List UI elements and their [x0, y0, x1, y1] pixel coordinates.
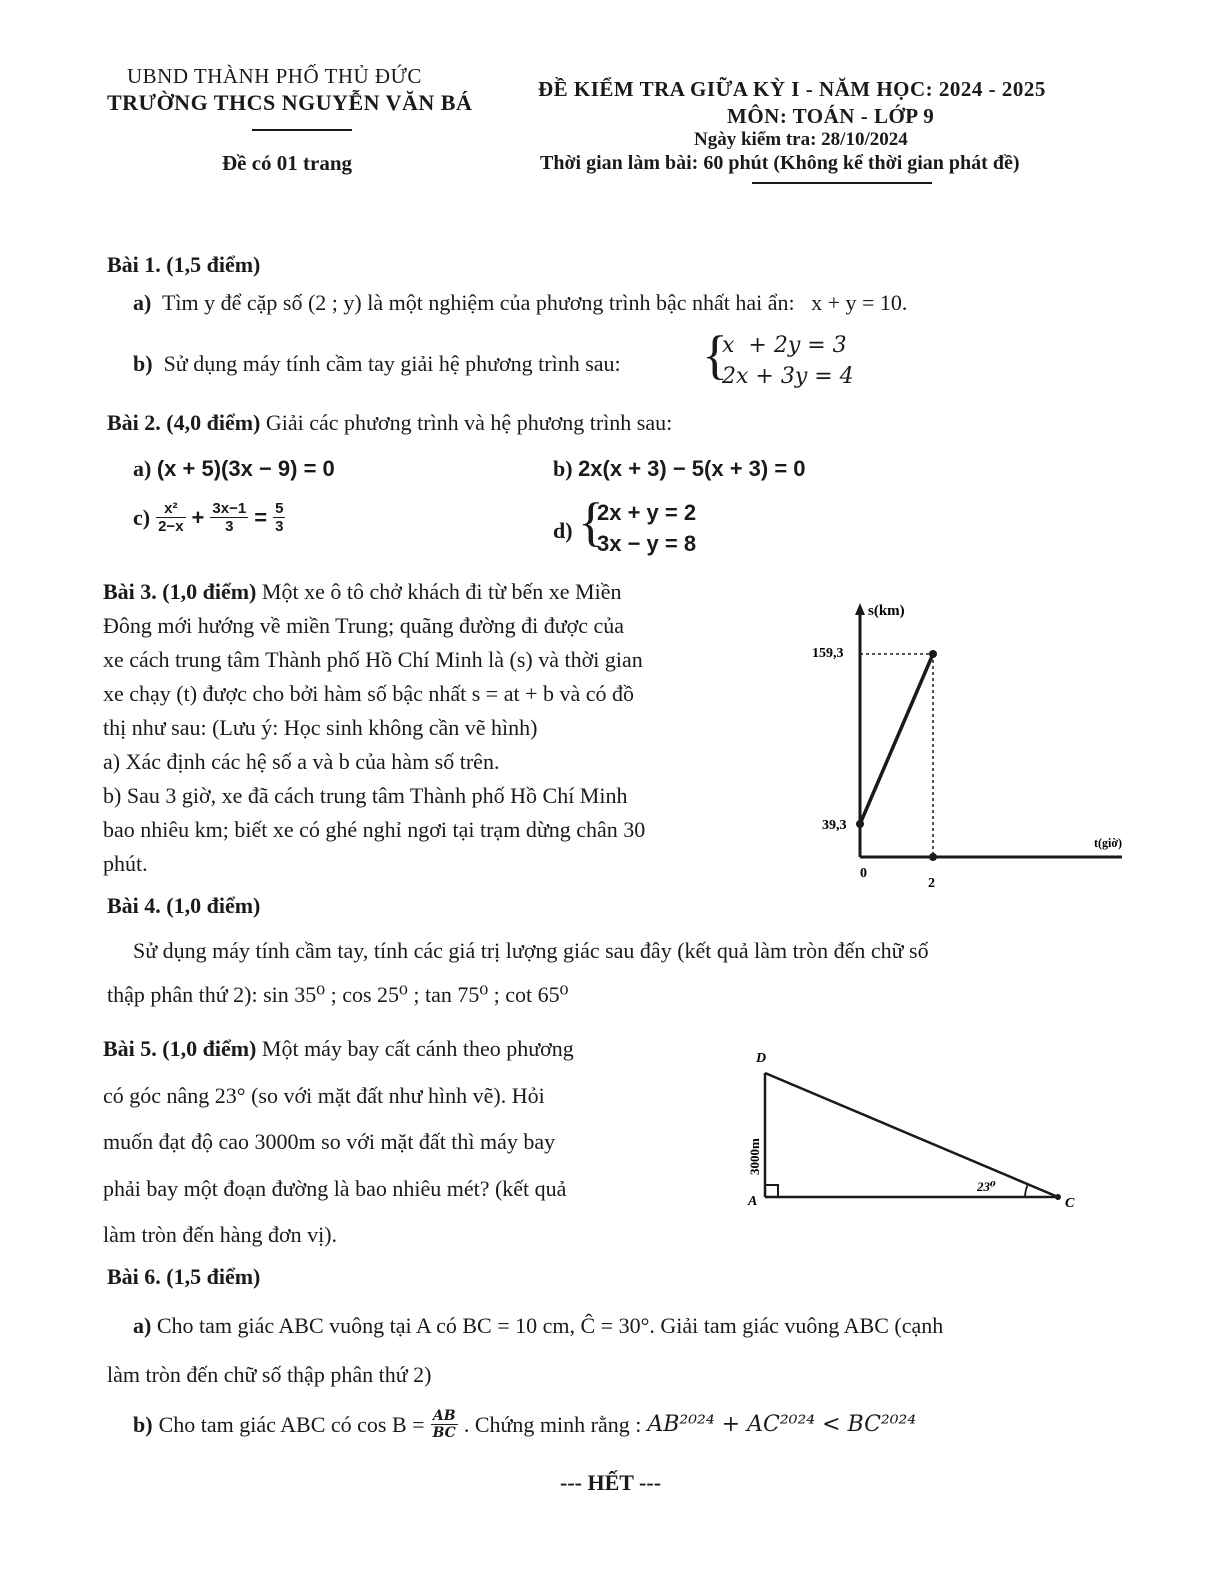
- pages-note: Đề có 01 trang: [222, 151, 353, 175]
- angle-arc: [1025, 1184, 1028, 1197]
- bai3-graph: [800, 595, 1130, 905]
- bai1-system-eq2: 2x + 3y = 4: [722, 364, 854, 389]
- graph-point-end: [929, 650, 937, 658]
- bai1-a-eq: x + y = 10.: [811, 290, 908, 315]
- vertex-label-a: A: [748, 1194, 758, 1209]
- vertex-label-d: D: [756, 1051, 767, 1066]
- bai1-b: [133, 351, 621, 377]
- bai2-a-label: a): [133, 456, 152, 481]
- bai3-line-6: b) Sau 3 giờ, xe đã cách trung tâm Thành phố Hồ Chí Minh: [103, 783, 628, 808]
- bai4-line-1: Sử dụng máy tính cầm tay, tính các giá trị lượng giác sau đây (kết quả làm tròn đến chữ số: [133, 938, 929, 963]
- duration: [540, 152, 1020, 175]
- bai5-figure: [745, 1045, 1085, 1215]
- bai6-b-fraction: $\frac{AB}{BC}$: [432, 1408, 456, 1441]
- graph-line: [860, 654, 933, 824]
- bai6-b: [133, 1408, 916, 1441]
- bai4-title: Bài 4. (1,0 điểm): [107, 893, 261, 918]
- bai1-a-text: Tìm y để cặp số (2 ; y) là một nghiệm của phương trình bậc nhất hai ẩn:: [161, 290, 795, 315]
- bai6-a-line-1: [133, 1313, 943, 1339]
- bai5-line-2: muốn đạt độ cao 3000m so với mặt đất thì máy bay: [103, 1129, 556, 1154]
- bai1-title: Bài 1. (1,5 điểm): [107, 252, 261, 277]
- bai2-header: [107, 410, 672, 436]
- bai5-line-1: có góc nâng 23° (so với mặt đất như hình vẽ). Hỏi: [103, 1082, 545, 1108]
- bai2-c-fraction-3: $\frac{5}{3}$: [275, 500, 284, 535]
- bai6-b-inequality: AB²⁰²⁴ + AC²⁰²⁴ < BC²⁰²⁴: [647, 1412, 917, 1437]
- graph-origin: 0: [860, 866, 867, 881]
- bai6-b-label: b): [133, 1411, 153, 1437]
- bai3-line-2: xe cách trung tâm Thành phố Hồ Chí Minh là (s) và thời gian: [103, 647, 643, 672]
- bai3-line-5: a) Xác định các hệ số a và b của hàm số trên.: [103, 749, 500, 774]
- bai2-b: [553, 456, 806, 482]
- bai6-b-text-1: Cho tam giác ABC có cos B =: [158, 1411, 425, 1437]
- angle-label: 23⁰: [977, 1179, 996, 1194]
- end-marker: --- HẾT ---: [560, 1470, 662, 1495]
- org-line-2: TRƯỜNG THCS NGUYỄN VĂN BÁ: [107, 90, 473, 115]
- bai5-line-0: Bài 5. (1,0 điểm) Một máy bay cất cánh theo phương: [103, 1036, 574, 1061]
- graph-y-tick-high: 159,3: [812, 646, 844, 661]
- graph-y-axis-label: s(km): [868, 603, 905, 619]
- bai2-c-fraction-1: $\frac{\text{x²}}{2-x}$: [158, 500, 184, 535]
- bai2-c-label: c): [133, 504, 151, 530]
- bai1-system-brace: {: [702, 325, 728, 385]
- bai6-a-text: Cho tam giác ABC vuông tại A có BC = 10 cm, Ĉ = 30°. Giải tam giác vuông ABC (cạnh: [156, 1313, 944, 1338]
- org-line-1: UBND THÀNH PHỐ THỦ ĐỨC: [127, 64, 422, 88]
- duration-value: 60 phút: [703, 152, 769, 174]
- graph-x-tick: 2: [928, 876, 935, 891]
- bai1-a-label: a): [133, 290, 152, 315]
- bai2-d-eq2: 3x − y = 8: [597, 531, 697, 556]
- bai2-c-equals: =: [254, 504, 268, 530]
- graph-point-x: [929, 853, 937, 861]
- graph-y-arrow: [855, 603, 865, 615]
- bai1-system-eq1: x + 2y = 3: [722, 333, 847, 358]
- graph-y-tick-low: 39,3: [822, 818, 847, 833]
- bai3-line-4: thị như sau: (Lưu ý: Học sinh không cần vẽ hình): [103, 715, 538, 740]
- graph-point-start: [856, 820, 864, 828]
- bai1-b-label: b): [133, 351, 153, 376]
- bai4-line-2: thập phân thứ 2): sin 35⁰ ; cos 25⁰ ; tan 75⁰ ; cot 65⁰: [107, 982, 569, 1007]
- exam-title: ĐỀ KIỂM TRA GIỮA KỲ I - NĂM HỌC: 2024 - 2025: [538, 77, 1046, 101]
- bai2-c-plus: +: [191, 504, 205, 530]
- bai2-a-eq: (x + 5)(3x − 9) = 0: [156, 456, 335, 481]
- bai1-b-text: Sử dụng máy tính cầm tay giải hệ phương trình sau:: [163, 351, 621, 376]
- bai2-c-fraction-2: $\frac{3x-1}{3}$: [212, 500, 247, 535]
- bai3-line-3: xe chạy (t) được cho bởi hàm số bậc nhất s = at + b và có đồ: [103, 681, 635, 706]
- duration-label: Thời gian làm bài:: [540, 152, 699, 174]
- height-label: 3000m: [747, 1138, 762, 1175]
- right-angle-mark: [765, 1185, 778, 1197]
- triangle-side-DC: [765, 1073, 1058, 1197]
- exam-date: Ngày kiểm tra: 28/10/2024: [694, 129, 908, 150]
- bai3-text: [103, 575, 743, 881]
- bai2-title: Bài 2. (4,0 điểm): [107, 410, 261, 435]
- bai3-line-8: phút.: [103, 851, 148, 876]
- bai5-text: [103, 1026, 703, 1259]
- bai5-line-3: phải bay một đoạn đường là bao nhiêu mét? (kết quả: [103, 1175, 567, 1201]
- bai2-intro: Giải các phương trình và hệ phương trình sau:: [265, 410, 673, 435]
- exam-underline: [752, 182, 932, 184]
- bai3-line-1: Đông mới hướng về miền Trung; quãng đường đi được của: [103, 613, 625, 638]
- bai2-d-eq1: 2x + y = 2: [597, 500, 697, 525]
- bai2-a: [133, 456, 335, 482]
- bai2-c: [133, 500, 285, 535]
- duration-note: (Không kể thời gian phát đề): [773, 152, 1020, 174]
- bai2-d-brace: {: [578, 492, 604, 552]
- bai6-a-label: a): [133, 1313, 152, 1338]
- bai6-a-line-2: làm tròn đến chữ số thập phân thứ 2): [107, 1362, 432, 1387]
- bai1-a: [133, 290, 907, 316]
- vertex-label-c: C: [1065, 1196, 1075, 1211]
- bai6-b-text-2: . Chứng minh rằng :: [463, 1411, 642, 1437]
- graph-x-axis-label: t(giờ): [1094, 835, 1122, 850]
- bai2-d-label: d): [553, 518, 573, 543]
- bai3-line-0: Bài 3. (1,0 điểm) Một xe ô tô chở khách đi từ bến xe Miền: [103, 579, 622, 604]
- subject: MÔN: TOÁN - LỚP 9: [727, 104, 935, 128]
- bai5-line-4: làm tròn đến hàng đơn vị).: [103, 1222, 338, 1247]
- vertex-point-c: [1055, 1194, 1061, 1200]
- bai6-title: Bài 6. (1,5 điểm): [107, 1264, 261, 1289]
- org-underline: [252, 129, 352, 131]
- bai2-b-eq: 2x(x + 3) − 5(x + 3) = 0: [578, 456, 806, 481]
- bai2-b-label: b): [553, 456, 573, 481]
- bai3-line-7: bao nhiêu km; biết xe có ghé nghỉ ngơi tại trạm dừng chân 30: [103, 817, 646, 842]
